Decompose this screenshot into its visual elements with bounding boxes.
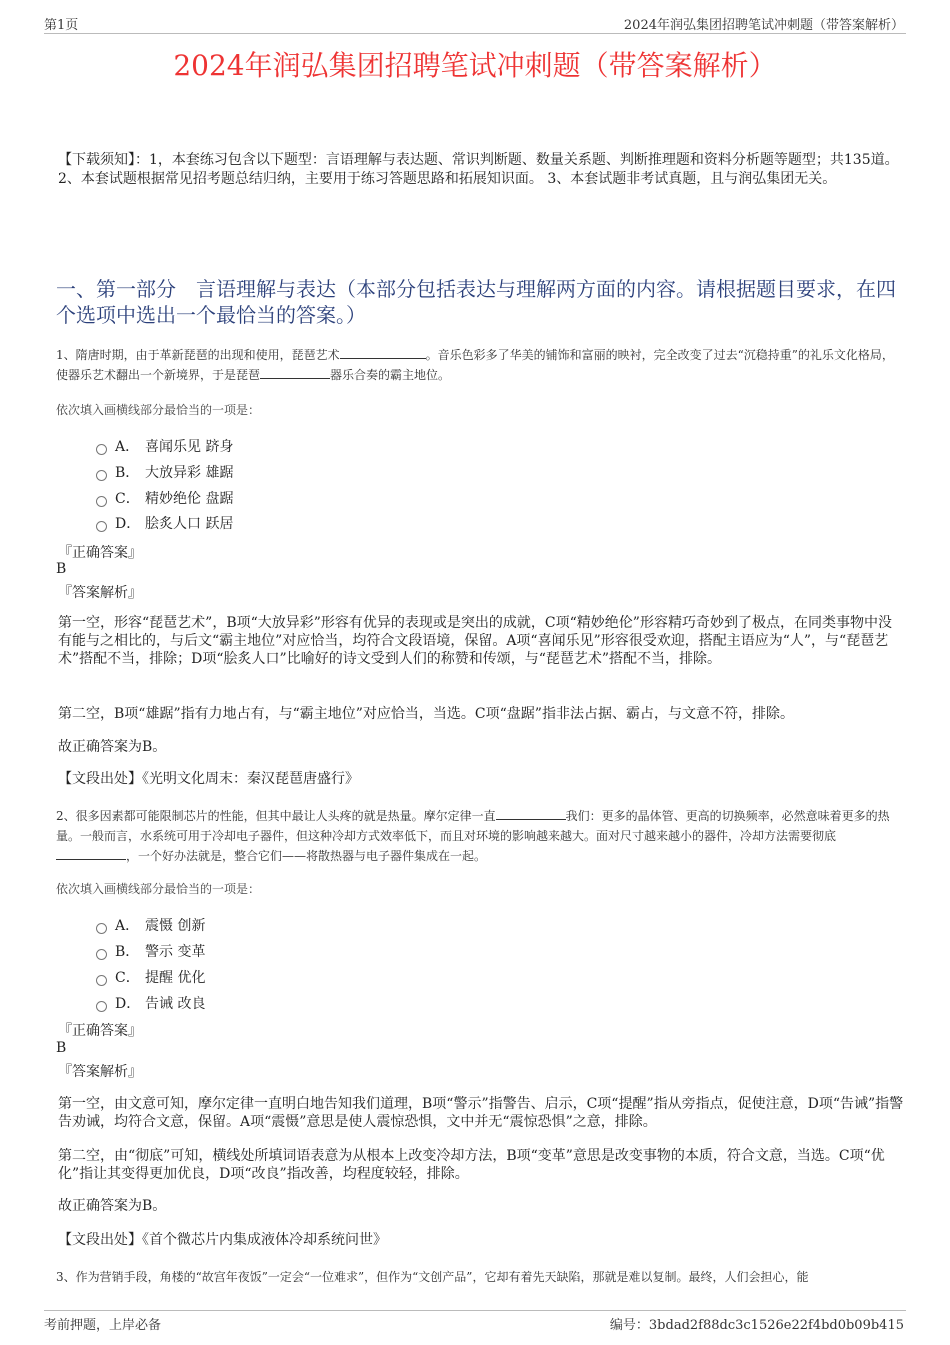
question-2-option-a[interactable] [96, 915, 205, 935]
option-text: 震慑 创新 [145, 918, 206, 934]
section-heading: 一、第一部分 言语理解与表达（本部分包括表达与理解两方面的内容。请根据题目要求，在四个选项中选出一个最恰当的答案。） [56, 277, 896, 327]
question-1-text-c: 器乐合奏的霸主地位。 [330, 368, 451, 382]
radio-icon[interactable] [96, 470, 107, 481]
question-1-option-c[interactable] [96, 488, 233, 508]
running-title: 2024年润弘集团招聘笔试冲刺题（带答案解析） [623, 18, 904, 33]
option-letter: A． [115, 918, 140, 934]
header-divider [44, 33, 906, 34]
option-letter: D． [115, 996, 141, 1012]
option-letter: A． [115, 439, 140, 455]
option-letter: B． [115, 944, 140, 960]
blank [260, 366, 330, 379]
option-text: 提醒 优化 [145, 970, 206, 986]
question-1-text [56, 345, 904, 385]
question-1-analysis-3: 故正确答案为B。 [58, 739, 167, 755]
question-1-answer-label: 『正确答案』 [58, 545, 142, 561]
page-number: 第1页 [44, 18, 79, 33]
question-1-analysis-2: 第二空，B项“雄踞”指有力地占有，与“霸主地位”对应恰当，当选。C项“盘踞”指非法占据、霸占，与文意不符，排除。 [58, 706, 794, 722]
question-3-text: 3、作为营销手段，角楼的“故宫年夜饭”一定会“一位难求”，但作为“文创产品”，它却有着先天缺陷，那就是难以复制。最终，人们会担心，能 [56, 1270, 809, 1284]
question-2-answer: B [56, 1040, 67, 1056]
option-letter: B． [115, 465, 140, 481]
question-2-text-c: ，一个好办法就是，整合它们——将散热器与电子器件集成在一起。 [126, 849, 487, 863]
document-id: 编号：3bdad2f88dc3c1526e22f4bd0b09b415 [609, 1318, 904, 1333]
question-1-option-b[interactable] [96, 462, 233, 482]
radio-icon[interactable] [96, 444, 107, 455]
question-2-option-d[interactable] [96, 993, 205, 1013]
footer-divider [44, 1310, 906, 1311]
question-2-analysis-3: 故正确答案为B。 [58, 1198, 167, 1214]
blank [56, 847, 126, 860]
question-2-option-c[interactable] [96, 967, 205, 987]
question-2-answer-label: 『正确答案』 [58, 1023, 142, 1039]
radio-icon[interactable] [96, 521, 107, 532]
question-1-analysis-1: 第一空，形容“琵琶艺术”，B项“大放异彩”形容有优异的表现或是突出的成就，C项“精妙绝伦”形容精巧奇妙到了极点，在同类事物中没有能与之相比的，与后文“霸主地位”对应恰当，均符合文段语境，保留。A项“喜闻乐见”形容很受欢迎，搭配主语应为“人”，与“琵琶艺术”搭配不当，排除；D项“脍炙人口”比喻好的诗文受到人们的称赞和传颂，与“琵琶艺术”搭配不当，排除。 [58, 615, 892, 667]
download-notice: 【下载须知】：1，本套练习包含以下题型：言语理解与表达题、常识判断题、数量关系题、判断推理题和资料分析题等题型；共135道。 2、本套试题根据常见招考题总结归纳，主要用于练习答题思路和拓展知识面。 3、本套试题非考试真题，且与润弘集团无关。 [58, 152, 899, 187]
question-2-text-a: 2、很多因素都可能限制芯片的性能，但其中最让人头疼的就是热量。摩尔定律一直 [56, 809, 496, 823]
question-1-prompt: 依次填入画横线部分最恰当的一项是： [56, 403, 261, 417]
radio-icon[interactable] [96, 949, 107, 960]
question-2-analysis-1: 第一空，由文意可知，摩尔定律一直明白地告知我们道理，B项“警示”指警告、启示，C项“提醒”指从旁指点，促使注意，D项“告诫”指警告劝诫，均符合文意，保留。A项“震慑”意思是使人震惊恐惧，文中并无“震惊恐惧”之意，排除。 [58, 1096, 904, 1130]
blank [340, 346, 426, 359]
question-2-source: 【文段出处】《首个微芯片内集成液体冷却系统问世》 [58, 1232, 387, 1248]
option-text: 大放异彩 雄踞 [145, 465, 234, 481]
question-2-text-b: 我们：更多的晶体管、更高的切换频率，必然意味着更多的热量。一般而言，水系统可用于冷却电子器件，但这种冷却方式效率低下，而且对环境的影响越来越大。面对尺寸越来越小的器件，冷却方法需要彻底 [56, 809, 890, 843]
question-1-option-d[interactable] [96, 513, 233, 533]
option-letter: D． [115, 516, 141, 532]
option-text: 告诫 改良 [145, 996, 206, 1012]
option-text: 警示 变革 [145, 944, 206, 960]
question-1-text-a: 1、隋唐时期，由于革新琵琶的出现和使用，琵琶艺术 [56, 348, 340, 362]
question-1-analysis-label: 『答案解析』 [58, 585, 142, 601]
question-2-prompt: 依次填入画横线部分最恰当的一项是： [56, 882, 261, 896]
radio-icon[interactable] [96, 1001, 107, 1012]
question-1-text-b: 。音乐色彩多了华美的铺饰和富丽的映衬，完全改变了过去“沉稳持重”的礼乐文化格局，使器乐艺术翻出一个新境界，于是琵琶 [56, 348, 894, 382]
option-text: 精妙绝伦 盘踞 [145, 491, 234, 507]
radio-icon[interactable] [96, 923, 107, 934]
question-1-source: 【文段出处】《光明文化周末：秦汉琵琶唐盛行》 [58, 771, 359, 787]
option-letter: C． [115, 491, 140, 507]
blank [496, 807, 566, 820]
question-1-answer: B [56, 561, 67, 577]
option-text: 脍炙人口 跃居 [145, 516, 234, 532]
option-letter: C． [115, 970, 140, 986]
radio-icon[interactable] [96, 496, 107, 507]
question-2-text [56, 806, 904, 866]
question-1-option-a[interactable] [96, 436, 233, 456]
question-2-analysis-2: 第二空，由“彻底”可知，横线处所填词语表意为从根本上改变冷却方法，B项“变革”意思是改变事物的本质，符合文意，当选。C项“优化”指让其变得更加优良，D项“改良”指改善，均程度较轻，排除。 [58, 1148, 885, 1182]
footer-slogan: 考前押题，上岸必备 [44, 1318, 162, 1333]
question-2-option-b[interactable] [96, 941, 205, 961]
question-2-analysis-label: 『答案解析』 [58, 1064, 142, 1080]
document-title: 2024年润弘集团招聘笔试冲刺题（带答案解析） [173, 49, 777, 82]
option-text: 喜闻乐见 跻身 [145, 439, 234, 455]
radio-icon[interactable] [96, 975, 107, 986]
